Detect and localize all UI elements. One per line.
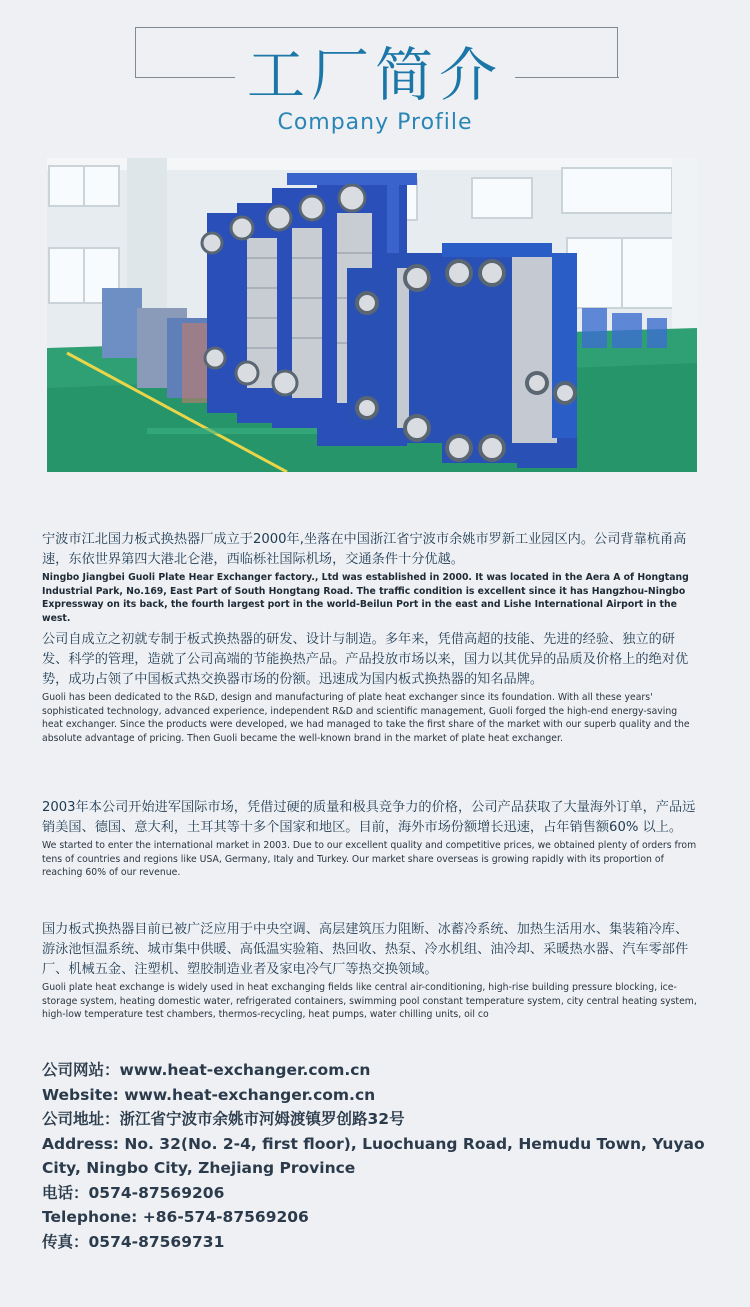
paragraph-2 [42,630,697,745]
paragraph-3 [42,798,697,880]
paragraph-4-en: Guoli plate heat exchange is widely used in heat exchanging fields like central air-conditioning, high-rise building pressure blocking, ice-storage system, heating domestic water, refrigerated containers, swimming pool constant temperature system, city central heating system, high-low temperature test chambers, thermos-recycling, heat pumps, water chilling units, oil co [42,982,697,1020]
paragraph-3-en: We started to enter the international market in 2003. Due to our excellent quality and competitive prices, we obtained plenty of orders from tens of countries and regions like USA, Germany, Italy and Turkey. Our market share overseas is growing rapidly with its proportion of reaching 60% of our revenue. [42,840,697,878]
website-cn[interactable]: 公司网站：www.heat-exchanger.com.cn [42,1061,371,1079]
paragraph-2-cn: 公司自成立之初就专制于板式换热器的研发、设计与制造。多年来，凭借高超的技能、先进的经验、独立的研发、科学的管理，造就了公司高端的节能换热产品。产品投放市场以来，国力以其优异的品质及价格上的绝对优势，成功占领了中国板式热交换器市场的份额。迅速成为国内板式换热器的知名品牌。 [42,632,689,687]
paragraph-2-en: Guoli has been dedicated to the R&D, design and manufacturing of plate heat exchanger since its foundation. With all these years' sophisticated technology, advanced experience, independent R&D and scientific management, Guoli forged the high-end energy-saving heat exchanger. Since the products were developed, we had managed to take the first share of the market with our superb quality and the absolute advantage of pricing. Then Guoli became the well-known brand in the market of plate heat exchanger. [42,692,690,744]
contact-info [42,1058,732,1254]
paragraph-1 [42,530,697,625]
page-subtitle: Company Profile [277,110,473,135]
paragraph-3-cn: 2003年本公司开始进军国际市场，凭借过硬的质量和极具竞争力的价格，公司产品获取了大量海外订单，产品远销美国、德国、意大利，土耳其等十多个国家和地区。目前，海外市场份额增长迅速，占年销售额60% 以上。 [42,800,696,835]
page-title: 工厂简介 [246,41,503,109]
paragraph-1-en: Ningbo Jiangbei Guoli Plate Hear Exchanger factory., Ltd was established in 2000. It was located in the Aera A of Hongtang Industrial Park, No.169, East Part of South Hongtang Road. The traffic condition is excellent since it has Hangzhou-Ningbo Expressway on its back, the fourth largest port in the world-Beilun Port in the east and Lishe International Airport in the west. [42,572,689,624]
phone-en: Telephone: +86-574-87569206 [42,1208,309,1226]
website-en[interactable]: Website: www.heat-exchanger.com.cn [42,1085,376,1104]
factory-photo [47,158,697,472]
address-cn: 公司地址：浙江省宁波市余姚市河姆渡镇罗创路32号 [42,1110,405,1128]
paragraph-1-cn: 宁波市江北国力板式换热器厂成立于2000年,坐落在中国浙江省宁波市余姚市罗新工业园区内。公司背靠杭甬高速，东依世界第四大港北仑港，西临栎社国际机场，交通条件十分优越。 [42,532,687,567]
fax-cn: 传真：0574-87569731 [42,1232,225,1251]
paragraph-4-cn: 国力板式换热器目前已被广泛应用于中央空调、高层建筑压力阻断、冰蓄冷系统、加热生活用水、集装箱冷库、游泳池恒温系统、城市集中供暖、高低温实验箱、热回收、热泵、冷水机组、油冷却、采暖热水器、汽车零部件厂、机械五金、注塑机、塑胶制造业者及家电冷气厂等热交换领域。 [42,922,689,977]
address-en: Address: No. 32(No. 2-4, first floor), Luochuang Road, Hemudu Town, Yuyao City, Ningbo City, Zhejiang Province [42,1134,705,1177]
paragraph-4 [42,920,697,1022]
phone-cn: 电话：0574-87569206 [42,1183,225,1202]
